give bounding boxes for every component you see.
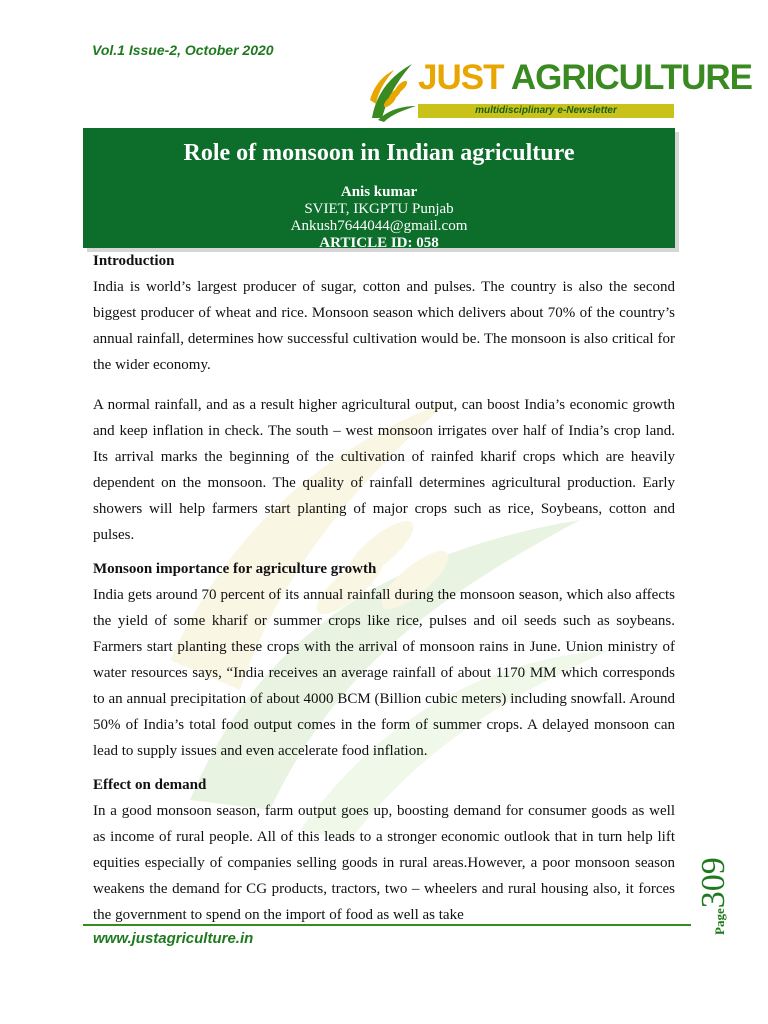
footer-website-link[interactable]: www.justagriculture.in	[93, 930, 254, 947]
logo-just: JUST	[418, 58, 504, 97]
article-header-box	[83, 128, 675, 251]
article-id: ARTICLE ID: 058	[319, 235, 439, 251]
section-heading-monsoon-importance: Monsoon importance for agriculture growth	[93, 561, 377, 577]
logo-subtitle: multidisciplinary e-Newsletter	[418, 104, 674, 118]
paragraph: A normal rainfall, and as a result higher agricultural output, can boost India’s economic growth and keep inflation in check. The south – west monsoon irrigates over half of India’s crop land. Its arrival marks the beginning of the cultivation of rainfed kharif crops which are heavily dependent on the monsoon. The quality of rainfall determines agricultural production. Early showers will help farmers start planting of major crops such as rice, Soybeans, cotton and pulses.	[93, 397, 675, 543]
author-name: Anis kumar	[340, 184, 418, 200]
volume-issue: Vol.1 Issue-2, October 2020	[92, 42, 274, 58]
logo-wordmark	[418, 56, 752, 100]
page-digits: 309	[695, 857, 732, 909]
author-affiliation: SVIET, IKGPTU Punjab	[304, 201, 454, 217]
footer-divider	[83, 924, 691, 926]
page-number	[695, 857, 768, 935]
paragraph: In a good monsoon season, farm output goes up, boosting demand for consumer goods as well as income of rural people. All of this leads to a stronger economic outlook that in turn help lift equities especially of companies selling goods in rural areas.However, a poor monsoon season weakens the demand for CG products, tractors, two – wheelers and rural housing also, it forces the government to spend on the import of food as well as take	[93, 803, 675, 923]
wheat-leaf-icon	[368, 60, 418, 122]
paragraph: India gets around 70 percent of its annual rainfall during the monsoon season, which also affects the yield of some kharif or summer crops like rice, pulses and oil seeds such as soybeans. Farmers start planting these crops with the arrival of monsoon rains in June. Union ministry of water resources says, “India receives an average rainfall of about 1170 MM which corresponds to an annual precipitation of about 4000 BCM (Billion cubic meters) including snowfall. Around 50% of India’s total food output comes in the form of summer crops. A delayed monsoon can lead to supply issues and even accelerate food inflation.	[93, 587, 675, 759]
just-agriculture-logo	[368, 58, 753, 122]
author-email: Ankush7644044@gmail.com	[290, 218, 468, 234]
section-heading-introduction: Introduction	[93, 253, 175, 269]
page-label: Page	[712, 908, 727, 935]
article-title: Role of monsoon in Indian agriculture	[183, 140, 575, 166]
paragraph: India is world’s largest producer of sugar, cotton and pulses. The country is also the second biggest producer of wheat and rice. Monsoon season which delivers about 70% of the country’s annual rainfall, determines how successful cultivation would be. The monsoon is also critical for the wider economy.	[93, 279, 675, 373]
section-heading-effect-on-demand: Effect on demand	[93, 777, 207, 793]
logo-agriculture: AGRICULTURE	[510, 58, 753, 97]
article-body	[93, 251, 675, 928]
